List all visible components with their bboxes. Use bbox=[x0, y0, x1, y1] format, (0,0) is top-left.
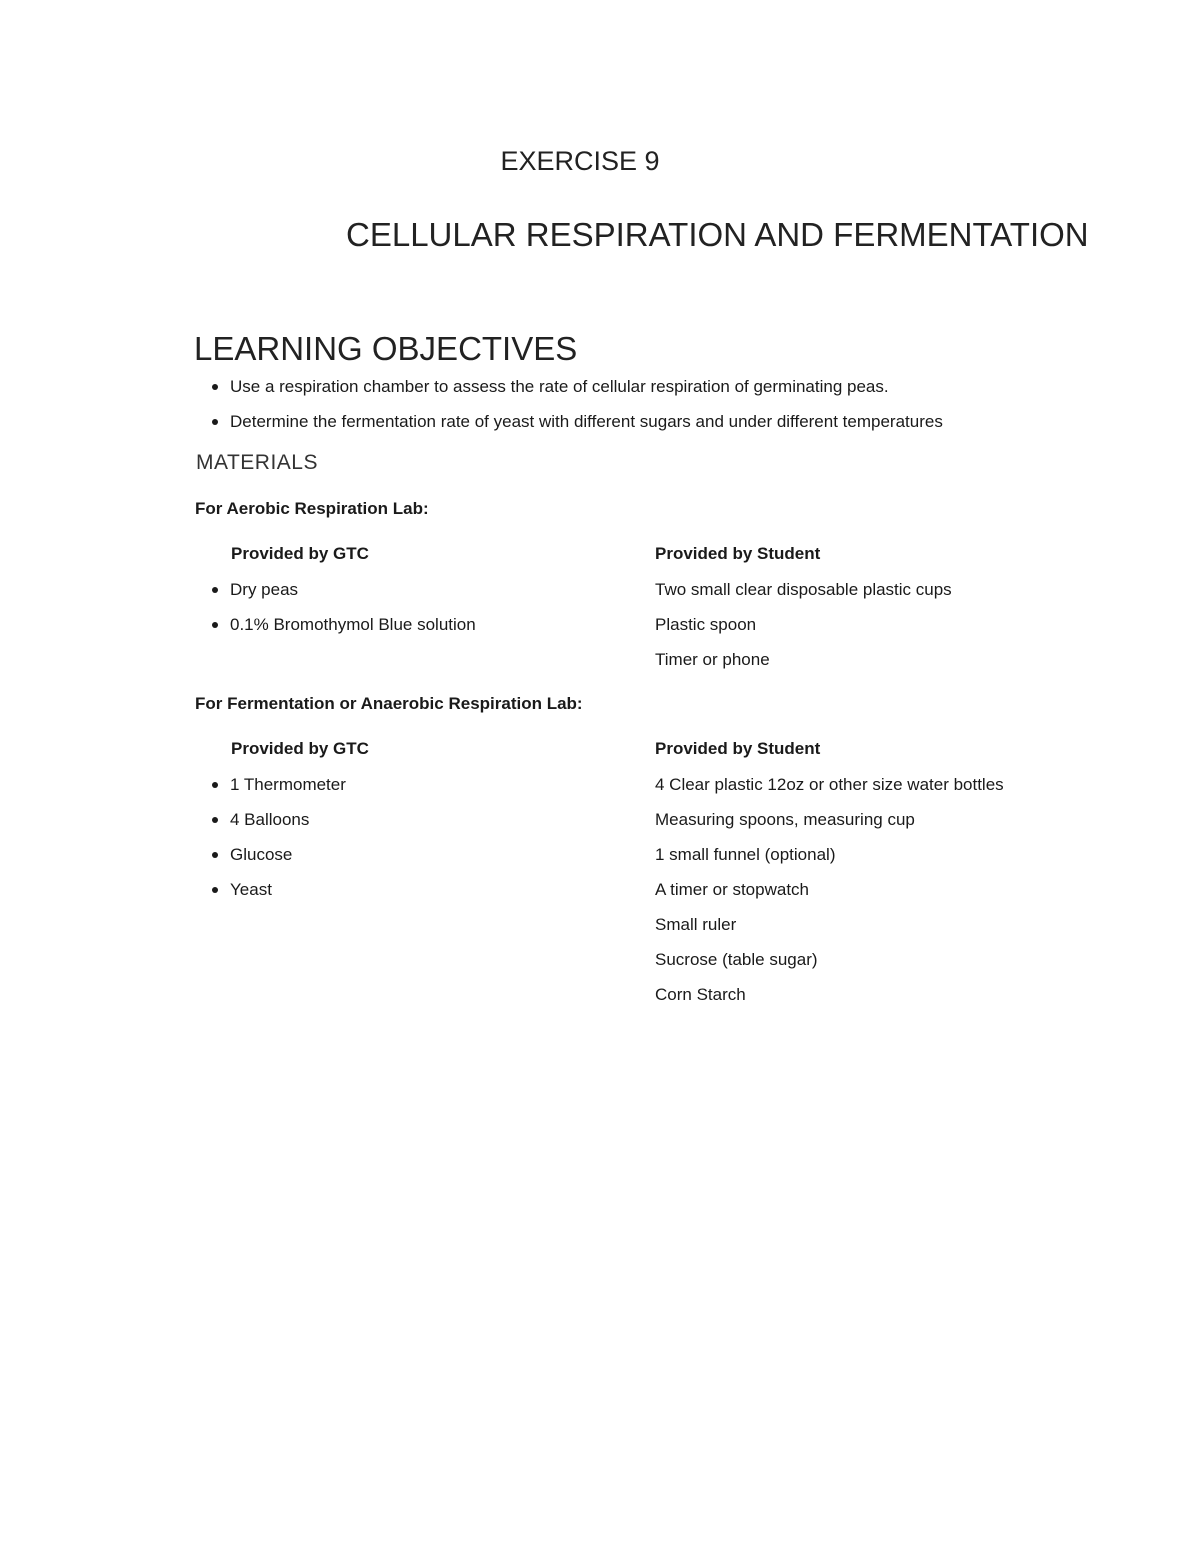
list-item: Timer or phone bbox=[655, 650, 770, 669]
learning-objectives-list bbox=[212, 376, 943, 446]
list-item: Glucose bbox=[212, 844, 346, 879]
list-item: Sucrose (table sugar) bbox=[655, 950, 818, 969]
list-item: Plastic spoon bbox=[655, 615, 757, 634]
list-item: Two small clear disposable plastic cups bbox=[655, 580, 952, 599]
list-item: Corn Starch bbox=[655, 985, 746, 1004]
list-item: 4 Clear plastic 12oz or other size water bottles bbox=[655, 775, 1004, 794]
aerobic-student-heading: Provided by Student bbox=[655, 544, 821, 563]
list-item: 0.1% Bromothymol Blue solution bbox=[212, 614, 476, 649]
materials-heading: MATERIALS bbox=[196, 451, 318, 474]
list-item: 1 Thermometer bbox=[212, 774, 346, 809]
list-item: Measuring spoons, measuring cup bbox=[655, 810, 915, 829]
list-item: Dry peas bbox=[212, 579, 476, 614]
objective-item: Use a respiration chamber to assess the rate of cellular respiration of germinating peas. bbox=[212, 376, 943, 411]
fermentation-student-heading: Provided by Student bbox=[655, 739, 821, 758]
list-item: 4 Balloons bbox=[212, 809, 346, 844]
exercise-number: EXERCISE 9 bbox=[500, 146, 660, 176]
learning-objectives-heading: LEARNING OBJECTIVES bbox=[194, 330, 578, 367]
fermentation-lab-heading: For Fermentation or Anaerobic Respiration Lab: bbox=[195, 694, 583, 713]
aerobic-gtc-list bbox=[212, 579, 476, 649]
aerobic-student-list bbox=[655, 579, 952, 684]
aerobic-lab-heading: For Aerobic Respiration Lab: bbox=[195, 499, 429, 518]
fermentation-gtc-heading: Provided by GTC bbox=[231, 739, 369, 758]
list-item: A timer or stopwatch bbox=[655, 880, 810, 899]
list-item: Yeast bbox=[212, 879, 346, 914]
aerobic-gtc-heading: Provided by GTC bbox=[231, 544, 369, 563]
list-item: Small ruler bbox=[655, 915, 737, 934]
objective-item: Determine the fermentation rate of yeast with different sugars and under different temperatures bbox=[212, 411, 943, 446]
fermentation-student-list bbox=[655, 774, 1004, 1019]
fermentation-gtc-list bbox=[212, 774, 346, 914]
page-title: CELLULAR RESPIRATION AND FERMENTATION bbox=[346, 216, 1089, 253]
list-item: 1 small funnel (optional) bbox=[655, 845, 836, 864]
